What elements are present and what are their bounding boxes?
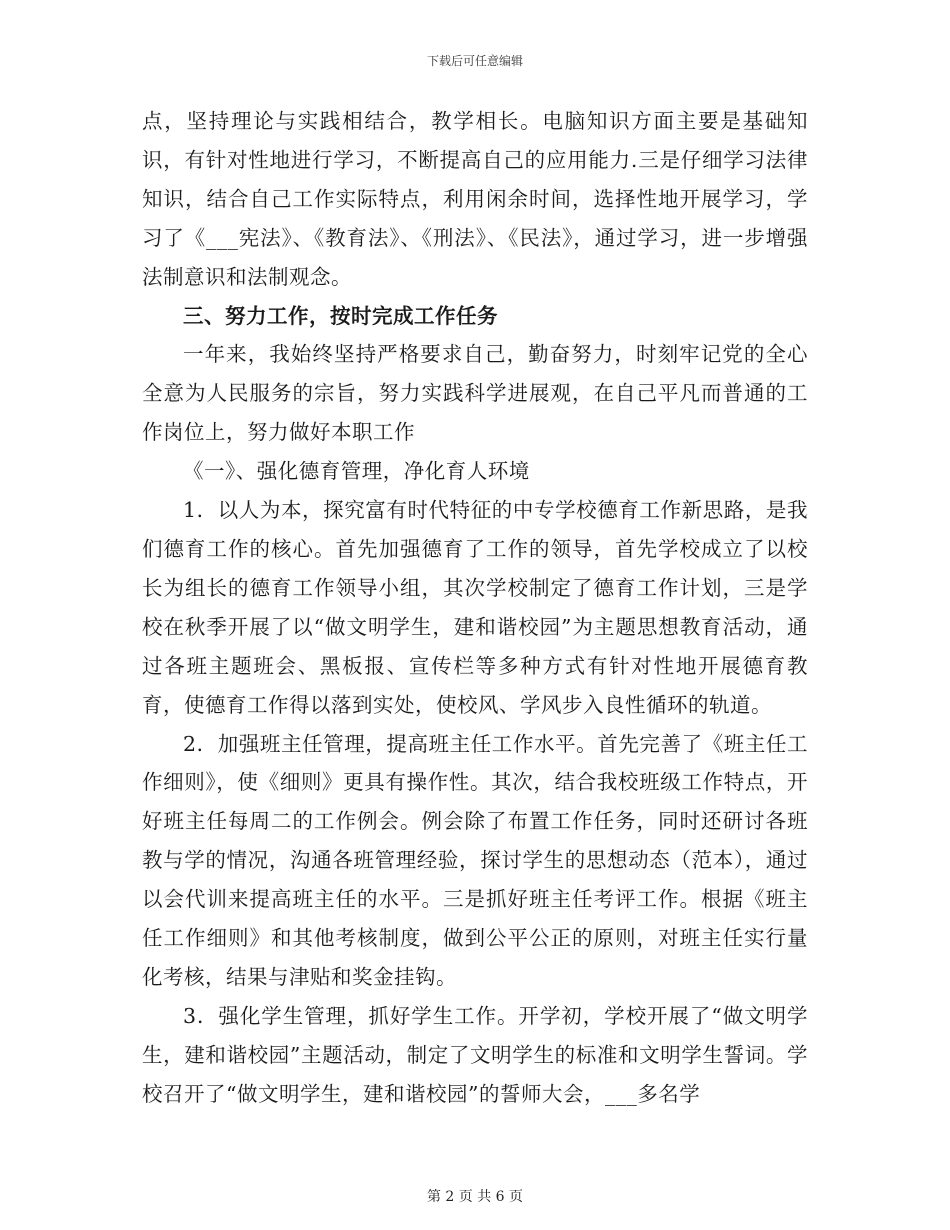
- paragraph-year-summary: 一年来，我始终坚持严格要求自己，勤奋努力，时刻牢记党的全心全意为人民服务的宗旨，努力实践科学进展观，在自己平凡而普通的工作岗位上，努力做好本职工作: [142, 342, 808, 445]
- paragraph-study-law: 点，坚持理论与实践相结合，教学相长。电脑知识方面主要是基础知识，有针对性地进行学习，不断提高自己的应用能力.三是仔细学习法律知识，结合自己工作实际特点，利用闲余时间，选择性地开展学习，学习了《___宪法》、《教育法》、《刑法》、《民法》，通过学习，进一步增强法制意识和法制观念。: [142, 109, 808, 289]
- document-body: [142, 102, 808, 1114]
- list-item-1: 1．以人为本，探究富有时代特征的中专学校德育工作新思路，是我们德育工作的核心。首先加强德育了工作的领导，首先学校成立了以校长为组长的德育工作领导小组，其次学校制定了德育工作计划，三是学校在秋季开展了以“做文明学生，建和谐校园”为主题思想教育活动，通过各班主题班会、黑板报、宣传栏等多种方式有针对性地开展德育教育，使德育工作得以落到实处，使校风、学风步入良性循环的轨道。: [142, 498, 808, 717]
- list-item-2: 2．加强班主任管理，提高班主任工作水平。首先完善了《班主任工作细则》，使《细则》更具有操作性。其次，结合我校班级工作特点，开好班主任每周二的工作例会。例会除了布置工作任务，同时还研讨各班教与学的情况，沟通各班管理经验，探讨学生的思想动态（范本），通过以会代训来提高班主任的水平。三是抓好班主任考评工作。根据《班主任工作细则》和其他考核制度，做到公平公正的原则，对班主任实行量化考核，结果与津贴和奖金挂钩。: [142, 731, 808, 989]
- subsection-heading-1: 《一》、强化德育管理，净化育人环境: [183, 459, 530, 484]
- page-header: 下载后可任意编辑: [426, 54, 523, 68]
- section-heading-3: 三、努力工作，按时完成工作任务: [183, 303, 498, 328]
- page-footer: 第 2 页 共 6 页: [426, 1189, 524, 1205]
- list-item-3: 3．强化学生管理，抓好学生工作。开学初，学校开展了“做文明学生，建和谐校园”主题活动，制定了文明学生的标准和文明学生誓词。学校召开了“做文明学生，建和谐校园”的誓师大会，___多名学: [142, 1003, 808, 1106]
